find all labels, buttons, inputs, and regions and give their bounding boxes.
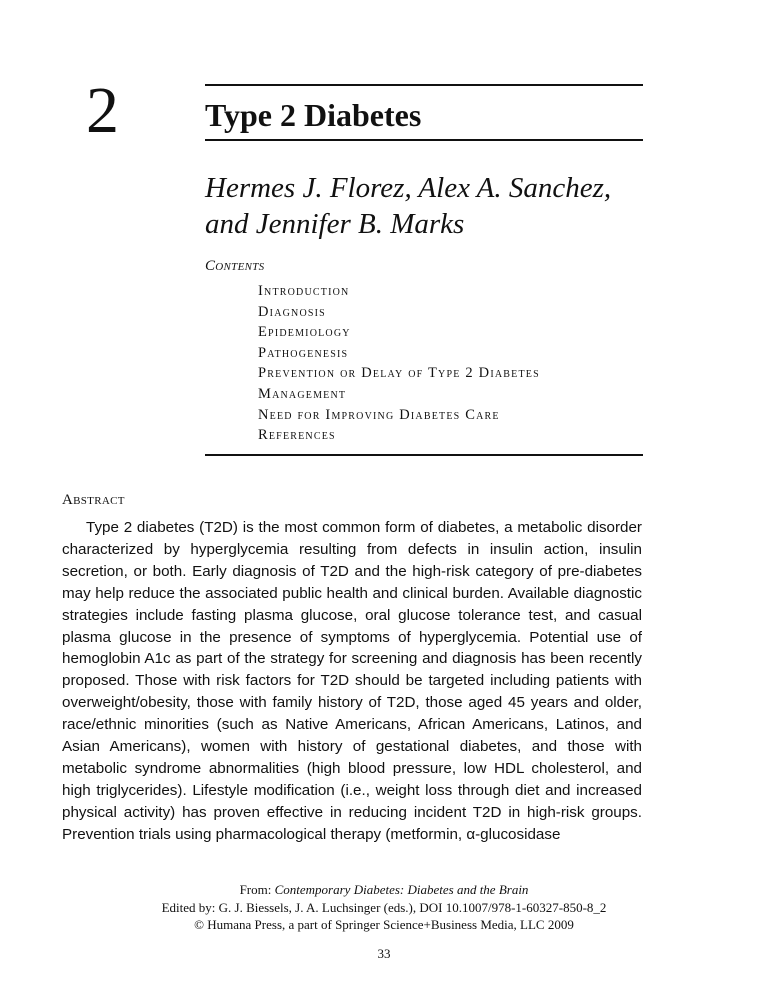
page-footer — [62, 881, 706, 934]
footer-book-title: Contemporary Diabetes: Diabetes and the Brain — [274, 882, 529, 897]
contents-list — [258, 281, 540, 446]
footer-copyright: © Humana Press, a part of Springer Science+Business Media, LLC 2009 — [194, 917, 574, 932]
chapter-number: 2 — [86, 74, 119, 147]
footer-from-label: From: — [239, 882, 275, 897]
authors-line-2: and Jennifer B. Marks — [205, 208, 465, 240]
contents-item: Pathogenesis — [258, 344, 349, 361]
footer-source-line — [62, 881, 706, 899]
contents-item: References — [258, 427, 336, 444]
chapter-title: Type 2 Diabetes — [205, 97, 422, 133]
contents-item: Management — [258, 385, 347, 402]
title-top-rule — [205, 84, 643, 86]
page-number: 33 — [377, 946, 391, 961]
contents-bottom-rule — [205, 454, 643, 456]
contents-item: Need for Improving Diabetes Care — [258, 406, 500, 423]
contents-item: Epidemiology — [258, 324, 351, 341]
contents-item: Introduction — [258, 283, 350, 299]
contents-item: Diagnosis — [258, 303, 326, 320]
chapter-authors — [205, 170, 645, 242]
abstract-text: Type 2 diabetes (T2D) is the most common form of diabetes, a metabolic disorder characterized by hyperglycemia resulting from defects in insulin action, insulin secretion, or both. Early diagnosis of T2D and the high-risk category of pre-diabetes may help reduce the associated public health and clinical burden. Available diagnostic strategies include fasting plasma glucose, oral glucose tolerance test, and casual plasma glucose in the presence of symptoms of hyperglycemia. Potential use of hemoglobin A1c as part of the strategy for screening and diagnosis has been recently proposed. Those with risk factors for T2D should be targeted including patients with overweight/obesity, those with family history of T2D, those aged 45 years and older, race/ethnic minorities (such as Native Americans, African Americans, Latinos, and Asian Americans), women with history of gestational diabetes, and those with metabolic syndrome abnormalities (high blood pressure, low HDL cholesterol, and high triglycerides). Lifestyle modification (i.e., weight loss through diet and increased physical activity) has proven effective in reducing incident T2D in high-risk groups. Prevention trials using pharmacological therapy (metformin, α-glucosidase — [62, 519, 642, 843]
title-bottom-rule — [205, 139, 643, 141]
contents-item: Prevention or Delay of Type 2 Diabetes — [258, 365, 540, 382]
authors-line-1: Hermes J. Florez, Alex A. Sanchez, — [205, 172, 612, 204]
abstract-heading: Abstract — [62, 492, 125, 508]
footer-editors: Edited by: G. J. Biessels, J. A. Luchsinger (eds.), DOI 10.1007/978-1-60327-850-8_2 — [161, 899, 607, 915]
contents-heading: Contents — [205, 258, 265, 274]
